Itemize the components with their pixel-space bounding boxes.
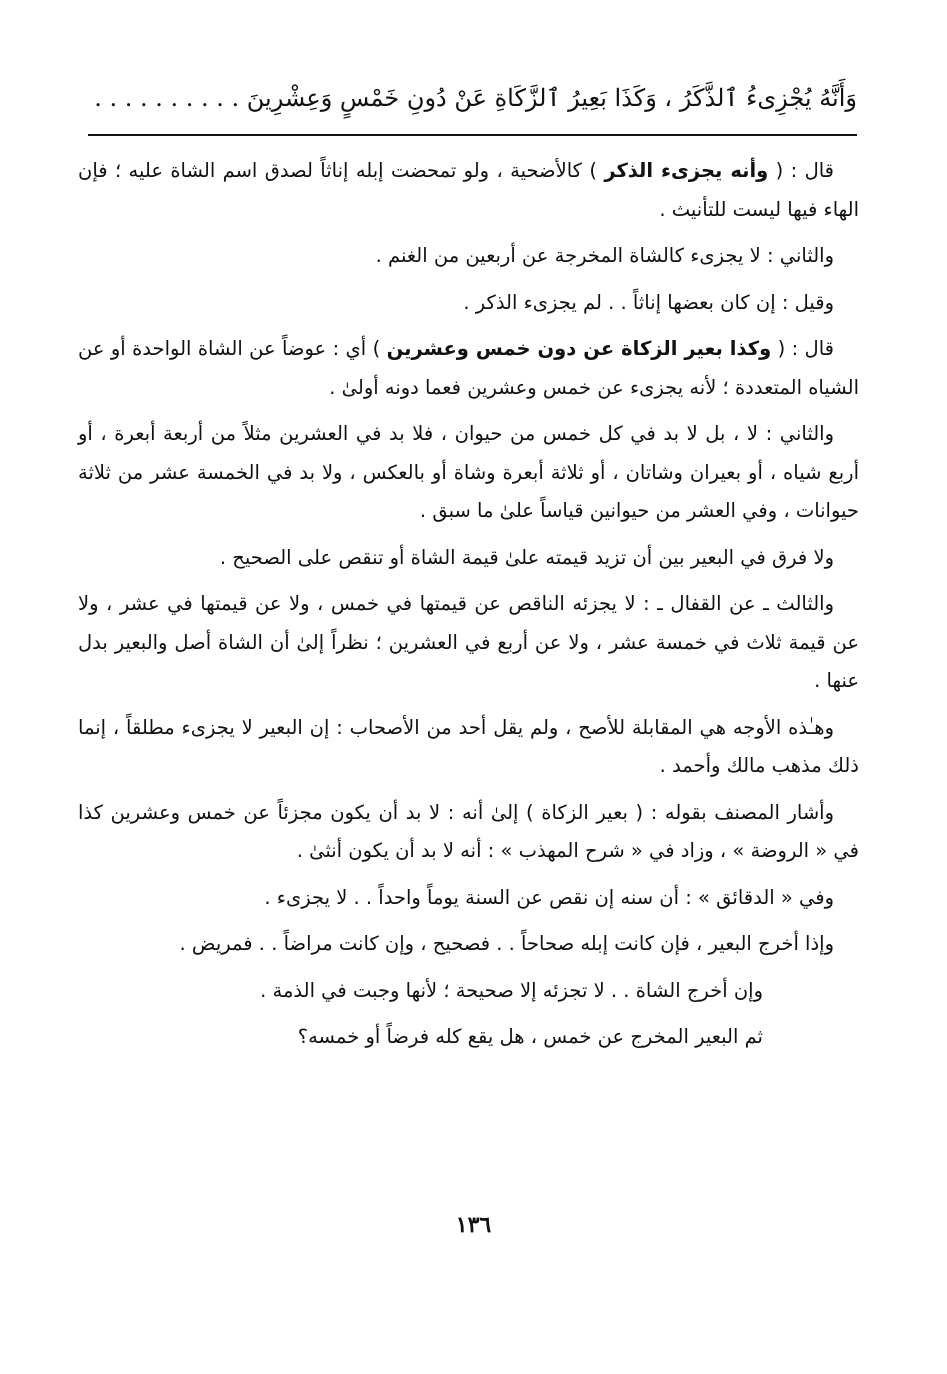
commentary-segment: قال : ( bbox=[771, 337, 834, 360]
commentary-paragraph bbox=[78, 794, 859, 871]
commentary-segment: وإن أخرج الشاة . . لا تجزئه إلا صحيحة ؛ لأنها وجبت في الذمة . bbox=[260, 978, 763, 1002]
book-page bbox=[78, 72, 859, 1374]
quoted-matn-segment: وأنه يجزىء الذكر bbox=[604, 159, 769, 182]
commentary-paragraph bbox=[78, 879, 859, 918]
commentary-paragraph bbox=[78, 925, 859, 964]
commentary-paragraph bbox=[78, 539, 859, 578]
commentary-paragraph bbox=[78, 237, 859, 276]
commentary-segment: وأشار المصنف بقوله : ( بعير الزكاة ) إلىٰ أنه : لا بد أن يكون مجزئاً عن خمس وعشرين كذا في « الروضة » ، وزاد في « شرح المهذب » : أنه لا بد أن يكون أنثىٰ . bbox=[78, 800, 859, 862]
commentary-segment: وهـٰذه الأوجه هي المقابلة للأصح ، ولم يقل أحد من الأصحاب : إن البعير لا يجزىء مطلقاً ، إنما ذلك مذهب مالك وأحمد . bbox=[78, 715, 859, 777]
commentary-segment: وفي « الدقائق » : أن سنه إن نقص عن السنة يوماً واحداً . . لا يجزىء . bbox=[264, 885, 834, 909]
commentary-segment: والثاني : لا يجزىء كالشاة المخرجة عن أربعين من الغنم . bbox=[375, 244, 834, 267]
commentary-segment: ) أي : عوضاً عن الشاة الواحدة أو عن الشياه المتعددة ؛ لأنه يجزىء عن خمس وعشرين فعما دونه أولىٰ . bbox=[78, 337, 859, 399]
commentary-paragraph bbox=[78, 152, 859, 229]
page-number: ١٣٦ bbox=[455, 1212, 492, 1238]
commentary-segment: والثالث ـ عن القفال ـ : لا يجزئه الناقص عن قيمتها في خمس ، ولا عن قيمتها في عشر ، ولا عن قيمة ثلاث في خمسة عشر ، ولا عن أربع في العشرين ؛ نظراً إلىٰ أن الشاة أصل والبعير بدل عنها . bbox=[78, 592, 859, 692]
commentary-paragraph bbox=[78, 284, 859, 323]
commentary-paragraph bbox=[78, 415, 859, 531]
commentary-segment: قال : ( bbox=[768, 159, 834, 182]
commentary-paragraph bbox=[78, 972, 859, 1011]
commentary-paragraph bbox=[78, 709, 859, 786]
commentary-segment: وقيل : إن كان بعضها إناثاً . . لم يجزىء الذكر . bbox=[463, 290, 834, 314]
commentary-segment: وإذا أخرج البعير ، فإن كانت إبله صحاحاً . . فصحيح ، وإن كانت مراضاً . . فمريض . bbox=[179, 932, 834, 955]
separator-rule bbox=[88, 134, 857, 136]
commentary-paragraph bbox=[78, 1018, 859, 1057]
commentary-segment: ثم البعير المخرج عن خمس ، هل يقع كله فرضاً أو خمسه؟ bbox=[297, 1025, 763, 1048]
commentary-segment: والثاني : لا ، بل لا بد في كل خمس من حيوان ، فلا بد في العشرين مثلاً من أربعة أبعرة ، أو أربع شياه ، أو بعيران وشاتان ، أو ثلاثة أبعرة وشاة أو بالعكس ، ولا بد في الخمسة عشر من ثلاثة حيوانات ، وفي العشر من حيوانين قياساً علىٰ ما سبق . bbox=[78, 422, 859, 522]
commentary-segment: ) كالأضحية ، ولو تمحضت إبله إناثاً لصدق اسم الشاة عليه ؛ فإن الهاء فيها ليست للتأنيث . bbox=[78, 159, 859, 221]
commentary-body bbox=[78, 152, 859, 1057]
commentary-segment: ولا فرق في البعير بين أن تزيد قيمته علىٰ قيمة الشاة أو تنقص على الصحيح . bbox=[219, 545, 834, 569]
quoted-matn-segment: وكذا بعير الزكاة عن دون خمس وعشرين bbox=[386, 337, 772, 360]
commentary-paragraph bbox=[78, 330, 859, 407]
commentary-paragraph bbox=[78, 585, 859, 701]
matn-text: وَأَنَّهُ يُجْزِىءُ ٱلذَّكَرُ ، وَكَذَا بَعِيرُ ٱلزَّكَاةِ عَنْ دُونِ خَمْسٍ وَعِشْرِينَ . . . . . . . . . . bbox=[94, 84, 857, 112]
